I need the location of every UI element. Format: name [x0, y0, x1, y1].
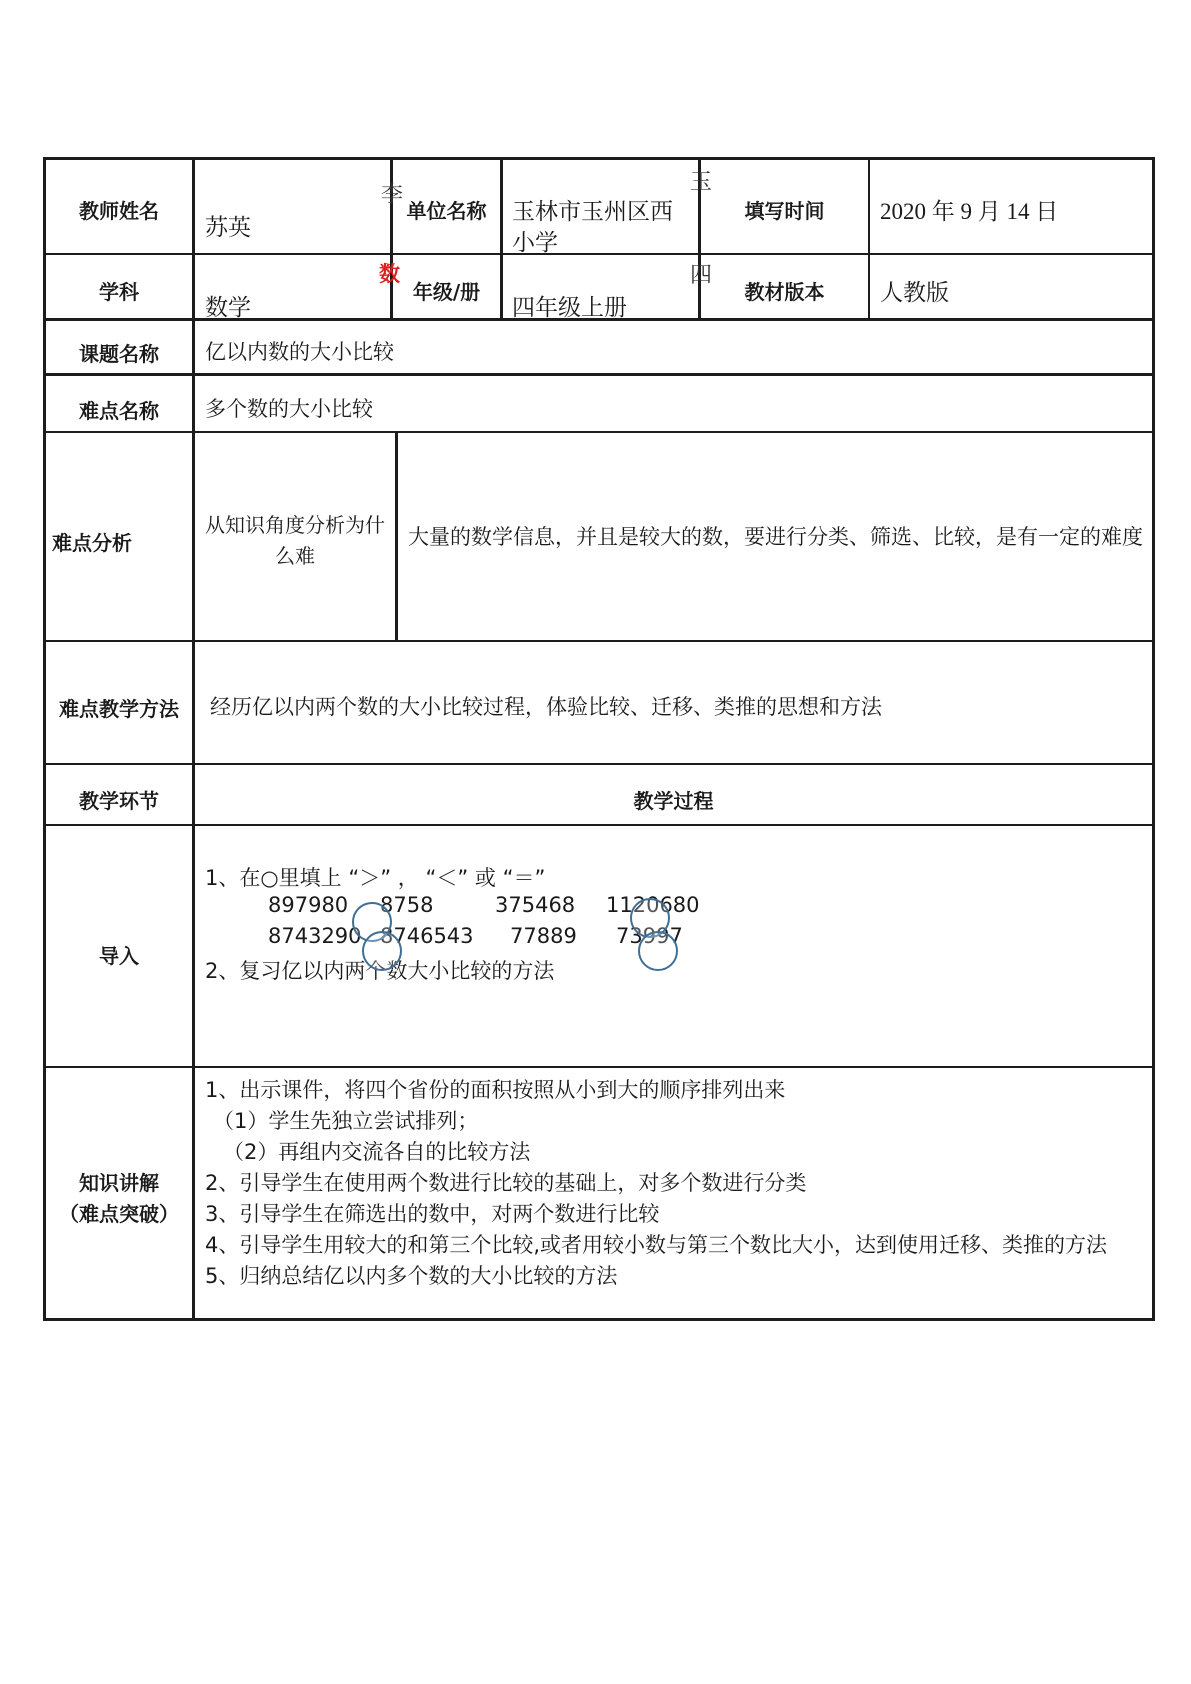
exercise-a3: 375468	[495, 893, 576, 917]
unit-name-label: 单位名称	[406, 199, 487, 223]
unit-name-value-line1: 玉林市玉州区西	[512, 199, 673, 224]
subject-label: 学科	[99, 280, 139, 304]
knowledge-item: 2、引导学生在使用两个数进行比较的基础上，对多个数进行分类	[205, 1171, 807, 1195]
process-label: 教学过程	[633, 789, 714, 813]
knowledge-item: 4、引导学生用较大的和第三个比较,或者用较小数与第三个数比大小，达到使用迁移、类推的方法	[205, 1233, 1108, 1257]
exercise-b1: 8743290	[268, 924, 362, 948]
subject-value: 数学	[205, 295, 251, 320]
topic-label: 课题名称	[79, 342, 159, 366]
unit-name-value-line2: 小学	[512, 230, 558, 255]
compare-circle	[362, 931, 402, 971]
analysis-sub-label: 从知识角度分析为什么难	[205, 513, 385, 568]
exercise-a1: 897980	[268, 893, 349, 917]
knowledge-item: 3、引导学生在筛选出的数中，对两个数进行比较	[205, 1202, 660, 1226]
edition-label: 教材版本	[744, 280, 825, 304]
grade-label: 年级/册	[412, 280, 481, 304]
subject-annotation: 数	[379, 262, 400, 286]
intro-label: 导入	[99, 944, 139, 968]
exercise-b4: 73997	[616, 924, 683, 948]
teacher-annotation: 李	[381, 182, 404, 207]
unit-annotation: 玉	[690, 169, 713, 194]
edition-value: 人教版	[880, 280, 949, 305]
intro-line-2: 2、复习亿以内两个数大小比较的方法	[205, 959, 555, 983]
difficulty-label: 难点名称	[79, 399, 159, 423]
method-label: 难点教学方法	[59, 697, 179, 721]
knowledge-label: 知识讲解	[79, 1171, 159, 1195]
teacher-name-label: 教师姓名	[79, 199, 159, 223]
phase-label: 教学环节	[79, 789, 159, 813]
exercise-a2: 8758	[380, 893, 434, 917]
analysis-label: 难点分析	[52, 531, 132, 555]
exercise-b3: 77889	[510, 924, 577, 948]
teacher-name-value: 苏英	[205, 215, 251, 240]
compare-circle	[638, 931, 678, 971]
fill-date-label: 填写时间	[744, 199, 825, 223]
knowledge-item: 5、归纳总结亿以内多个数的大小比较的方法	[205, 1264, 618, 1288]
exercise-b2: 8746543	[380, 924, 474, 948]
knowledge-item: （1）学生先独立尝试排列；	[213, 1109, 479, 1133]
grade-annotation: 四	[690, 262, 713, 287]
knowledge-item: （2）再组内交流各自的比较方法	[223, 1140, 531, 1164]
method-value: 经历亿以内两个数的大小比较过程，体验比较、迁移、类推的思想和方法	[210, 695, 882, 719]
difficulty-value: 多个数的大小比较	[205, 397, 373, 421]
analysis-value: 大量的数学信息，并且是较大的数，要进行分类、筛选、比较，是有一定的难度	[408, 525, 1143, 549]
knowledge-item: 1、出示课件，将四个省份的面积按照从小到大的顺序排列出来	[205, 1078, 786, 1102]
intro-line-1: 1、在○里填上 “＞” ， “＜” 或 “＝”	[205, 866, 546, 890]
grade-value: 四年级上册	[512, 295, 627, 320]
fill-date-value: 2020 年 9 月 14 日	[880, 199, 1059, 224]
topic-value: 亿以内数的大小比较	[205, 340, 394, 364]
exercise-a4: 1120680	[606, 893, 700, 917]
knowledge-sub-label: （难点突破）	[59, 1202, 179, 1226]
